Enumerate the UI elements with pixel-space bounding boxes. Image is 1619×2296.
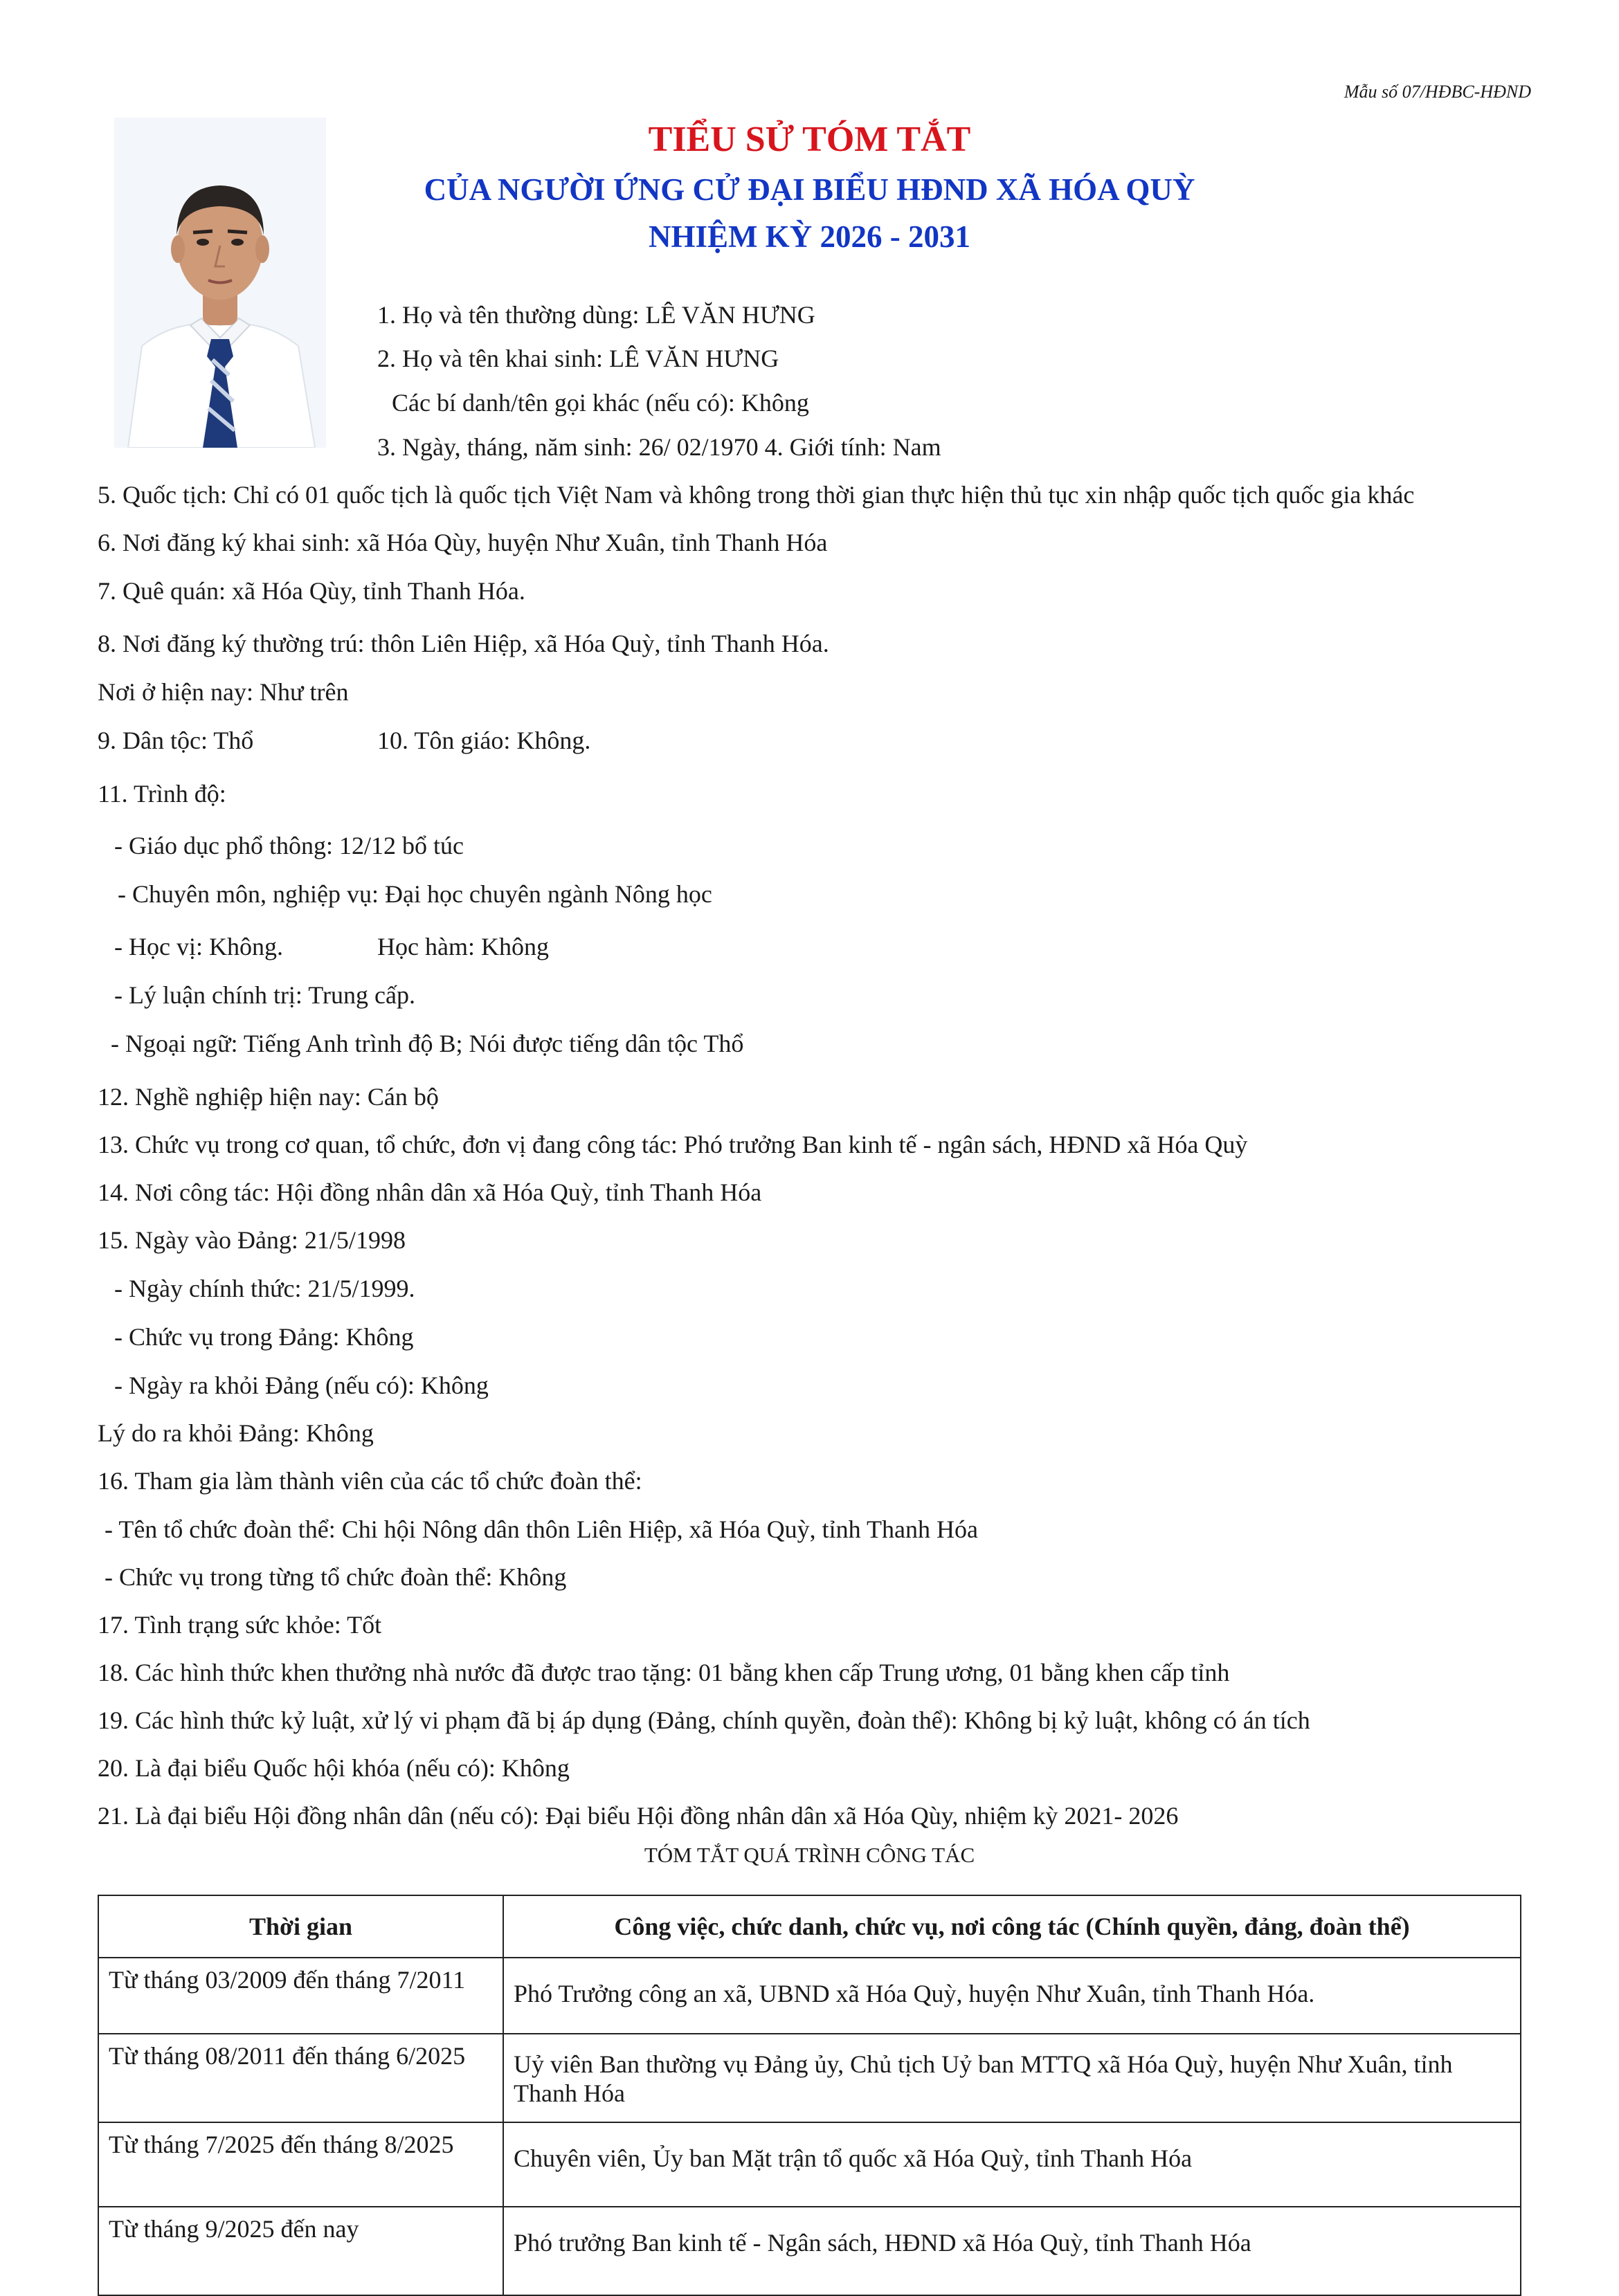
bio-birthdate-gender: 3. Ngày, tháng, năm sinh: 26/ 02/1970 4. Giới tính: Nam [377, 433, 941, 461]
table-row [98, 2034, 1521, 2122]
bio-national-assembly: 20. Là đại biểu Quốc hội khóa (nếu có): Không [98, 1754, 570, 1782]
bio-current-position: 13. Chức vụ trong cơ quan, tổ chức, đơn vị đang công tác: Phó trưởng Ban kinh tế - ngân sách, HĐND xã Hóa Quỳ [98, 1131, 1248, 1158]
bio-organizations-heading: 16. Tham gia làm thành viên của các tổ chức đoàn thể: [98, 1467, 642, 1495]
form-code: Mẫu số 07/HĐBC-HĐND [1344, 82, 1531, 102]
table-cell-time: Từ tháng 7/2025 đến tháng 8/2025 [98, 2122, 503, 2207]
document-term: NHIỆM KỲ 2026 - 2031 [649, 219, 970, 254]
document-subtitle: CỦA NGƯỜI ỨNG CỬ ĐẠI BIỂU HĐND XÃ HÓA QUỲ [424, 172, 1195, 207]
bio-awards: 18. Các hình thức khen thưởng nhà nước đã được trao tặng: 01 bằng khen cấp Trung ương, 01 bằng khen cấp tỉnh [98, 1659, 1230, 1686]
table-cell-job: Uỷ viên Ban thường vụ Đảng ủy, Chủ tịch Uỷ ban MTTQ xã Hóa Quỳ, huyện Như Xuân, tỉnh Thanh Hóa [503, 2034, 1521, 2122]
table-row [98, 1958, 1521, 2034]
bio-party-join-date: 15. Ngày vào Đảng: 21/5/1998 [98, 1226, 406, 1254]
work-history-table [98, 1895, 1521, 2296]
bio-organization-name: - Tên tổ chức đoàn thể: Chi hội Nông dân thôn Liên Hiệp, xã Hóa Quỳ, tỉnh Thanh Hóa [105, 1515, 978, 1543]
bio-workplace: 14. Nơi công tác: Hội đồng nhân dân xã Hóa Quỳ, tỉnh Thanh Hóa [98, 1178, 762, 1206]
bio-organization-position: - Chức vụ trong từng tổ chức đoàn thể: Không [105, 1563, 567, 1591]
table-cell-time: Từ tháng 03/2009 đến tháng 7/2011 [98, 1958, 503, 2034]
table-cell-time: Từ tháng 08/2011 đến tháng 6/2025 [98, 2034, 503, 2122]
table-cell-time: Từ tháng 9/2025 đến nay [98, 2207, 503, 2295]
bio-birth-registration: 6. Nơi đăng ký khai sinh: xã Hóa Qùy, huyện Như Xuân, tỉnh Thanh Hóa [98, 529, 828, 556]
bio-nationality: 5. Quốc tịch: Chỉ có 01 quốc tịch là quốc tịch Việt Nam và không trong thời gian thực hiện thủ tục xin nhập quốc tịch quốc gia khác [98, 481, 1415, 509]
table-cell-job: Chuyên viên, Ủy ban Mặt trận tổ quốc xã Hóa Quỳ, tỉnh Thanh Hóa [503, 2122, 1521, 2207]
bio-birth-name: 2. Họ và tên khai sinh: LÊ VĂN HƯNG [377, 345, 779, 372]
bio-political-theory: - Lý luận chính trị: Trung cấp. [114, 981, 415, 1009]
bio-permanent-residence: 8. Nơi đăng ký thường trú: thôn Liên Hiệp, xã Hóa Quỳ, tỉnh Thanh Hóa. [98, 630, 829, 657]
table-row [98, 2207, 1521, 2295]
bio-academic-degree: - Học vị: Không. [114, 933, 283, 960]
bio-health: 17. Tình trạng sức khỏe: Tốt [98, 1611, 382, 1639]
bio-religion: 10. Tôn giáo: Không. [377, 727, 591, 754]
table-row [98, 2122, 1521, 2207]
bio-foreign-language: - Ngoại ngữ: Tiếng Anh trình độ B; Nói được tiếng dân tộc Thổ [111, 1030, 744, 1057]
work-history-caption: TÓM TẮT QUÁ TRÌNH CÔNG TÁC [644, 1843, 975, 1867]
bio-party-exit-reason: Lý do ra khỏi Đảng: Không [98, 1419, 374, 1447]
portrait-illustration [114, 118, 326, 448]
bio-occupation: 12. Nghề nghiệp hiện nay: Cán bộ [98, 1083, 439, 1111]
bio-party-official-date: - Ngày chính thức: 21/5/1999. [114, 1275, 415, 1302]
bio-specialization: - Chuyên môn, nghiệp vụ: Đại học chuyên ngành Nông học [118, 880, 712, 908]
column-header-time: Thời gian [98, 1895, 503, 1958]
bio-education-heading: 11. Trình độ: [98, 780, 226, 808]
bio-academic-title: Học hàm: Không [377, 933, 549, 960]
bio-discipline: 19. Các hình thức kỷ luật, xử lý vi phạm đã bị áp dụng (Đảng, chính quyền, đoàn thể): Không bị kỷ luật, không có án tích [98, 1706, 1310, 1734]
table-cell-job: Phó Trưởng công an xã, UBND xã Hóa Quỳ, huyện Như Xuân, tỉnh Thanh Hóa. [503, 1958, 1521, 2034]
table-header-row [98, 1895, 1521, 1958]
bio-current-residence: Nơi ở hiện nay: Như trên [98, 678, 349, 706]
document-title: TIỂU SỬ TÓM TẮT [648, 120, 971, 159]
column-header-job: Công việc, chức danh, chức vụ, nơi công tác (Chính quyền, đảng, đoàn thể) [503, 1895, 1521, 1958]
bio-people-council: 21. Là đại biểu Hội đồng nhân dân (nếu có): Đại biểu Hội đồng nhân dân xã Hóa Qùy, nhiệm kỳ 2021- 2026 [98, 1802, 1179, 1830]
bio-party-position: - Chức vụ trong Đảng: Không [114, 1323, 414, 1351]
bio-party-exit-date: - Ngày ra khỏi Đảng (nếu có): Không [114, 1372, 489, 1399]
bio-hometown: 7. Quê quán: xã Hóa Qùy, tỉnh Thanh Hóa. [98, 577, 525, 605]
bio-general-education: - Giáo dục phổ thông: 12/12 bổ túc [114, 832, 464, 859]
bio-aliases: Các bí danh/tên gọi khác (nếu có): Không [392, 389, 809, 417]
bio-common-name: 1. Họ và tên thường dùng: LÊ VĂN HƯNG [377, 301, 815, 329]
candidate-photo [114, 118, 326, 448]
table-cell-job: Phó trưởng Ban kinh tế - Ngân sách, HĐND xã Hóa Quỳ, tỉnh Thanh Hóa [503, 2207, 1521, 2295]
bio-ethnicity: 9. Dân tộc: Thổ [98, 727, 254, 754]
